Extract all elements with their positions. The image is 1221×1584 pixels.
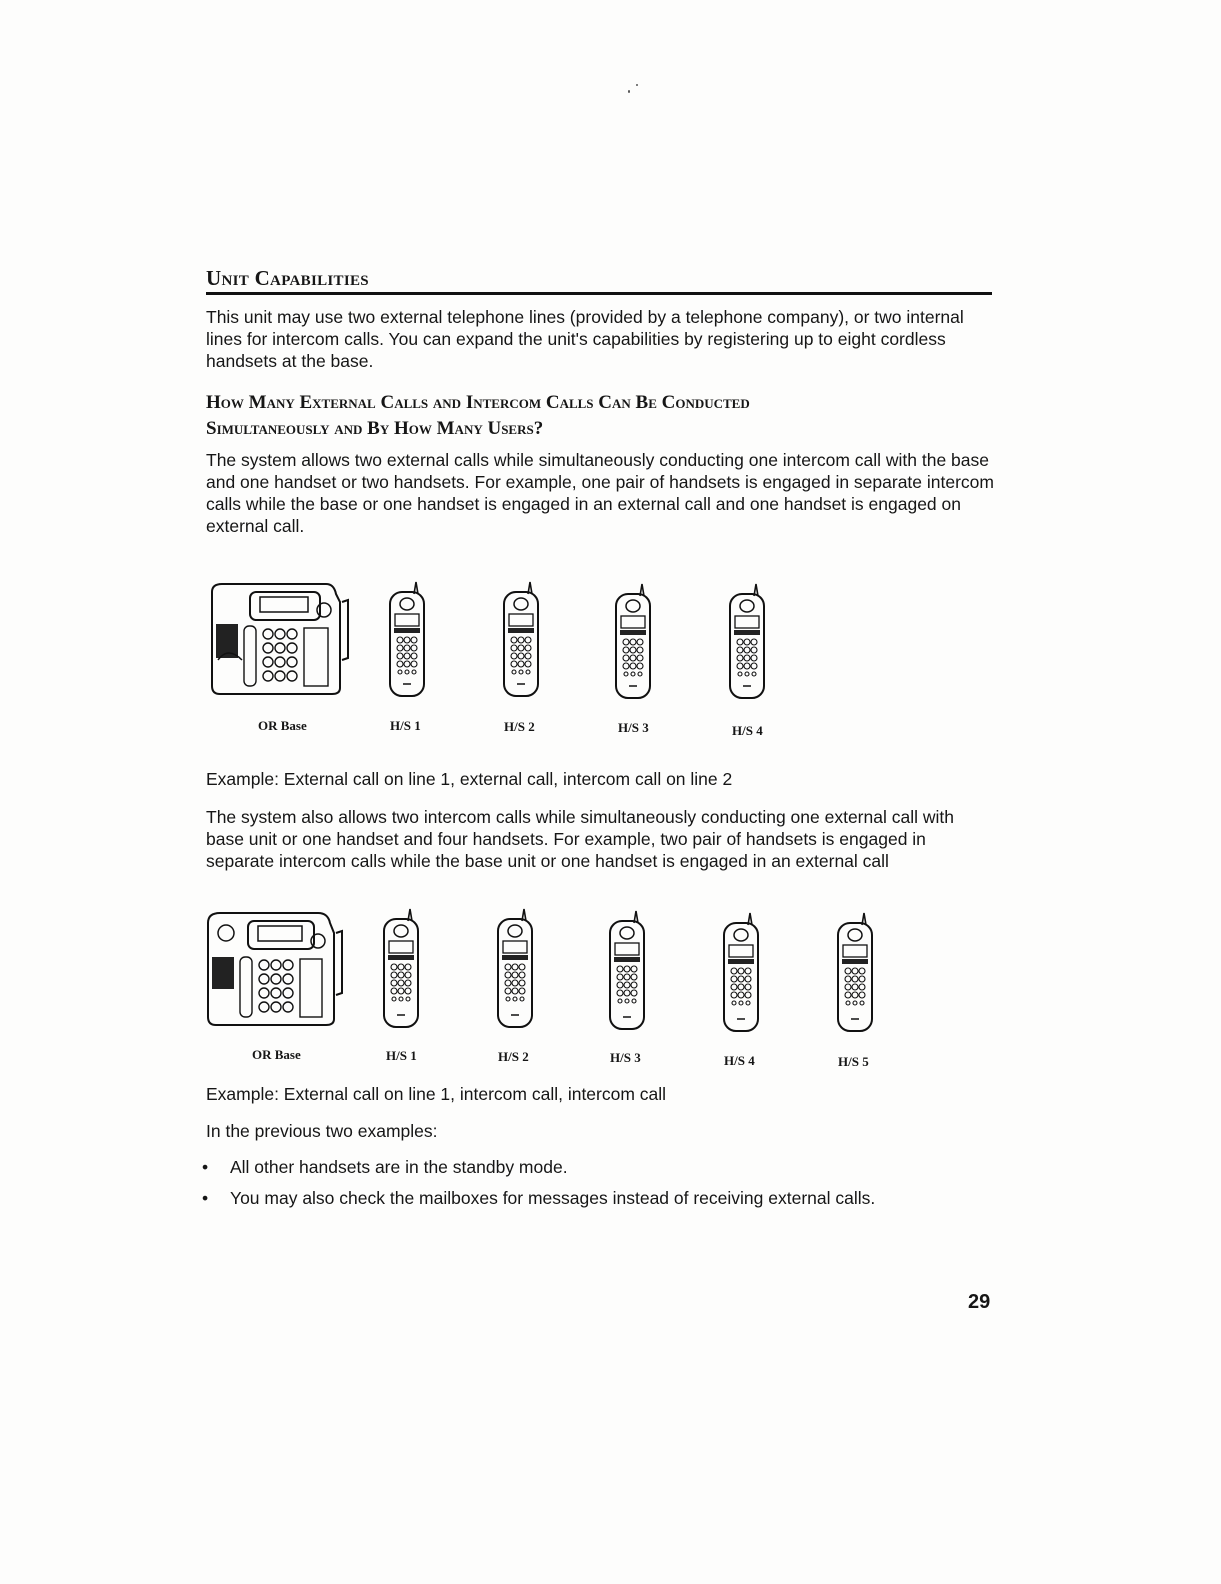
paragraph-1: The system allows two external calls while simultaneously conducting one intercom call with the base and one handset or two handsets. For example, one pair of handsets is engaged in separate intercom calls while the base or one handset is engaged in an external call and one handset is engaged on external call.: [206, 450, 994, 536]
cordless-handset-icon: [378, 907, 424, 1031]
list-item: [200, 1187, 1000, 1209]
cordless-handset-icon: [604, 909, 650, 1033]
subsection-title: [206, 390, 996, 442]
figure-2-caption-hs2: H/S 2: [498, 1049, 529, 1064]
base-phone-icon: [204, 909, 349, 1029]
base-phone-icon: [208, 580, 353, 698]
example-1: Example: External call on line 1, external call, intercom call on line 2: [206, 769, 733, 789]
subsection-title-line2: Simultaneously and By How Many Users?: [206, 418, 544, 439]
paragraph-2: The system also allows two intercom calls while simultaneously conducting one external call with base unit or one handset and four handsets. For example, two pair of handsets is engaged in separate intercom calls while the base unit or one handset is engaged in an external call: [206, 807, 954, 871]
page-number: 29: [968, 1291, 991, 1313]
cordless-handset-icon: [724, 582, 770, 702]
figure-1-caption-hs4: H/S 4: [732, 723, 763, 738]
list-item: [200, 1156, 1000, 1178]
cordless-handset-icon: [384, 580, 430, 700]
section-title: Unit Capabilities: [206, 266, 992, 295]
scan-speck: [636, 84, 638, 86]
figure-2-caption-hs4: H/S 4: [724, 1053, 755, 1068]
figure-1-caption-hs2: H/S 2: [504, 719, 535, 734]
cordless-handset-icon: [610, 582, 656, 702]
figure-1-caption-base: OR Base: [258, 718, 307, 733]
bullet-list: [200, 1156, 1000, 1218]
cordless-handset-icon: [498, 580, 544, 700]
figure-2-caption-hs5: H/S 5: [838, 1054, 869, 1069]
figure-1-caption-hs1: H/S 1: [390, 718, 421, 733]
list-item-text: All other handsets are in the standby mode.: [230, 1157, 568, 1177]
figure-2-caption-hs1: H/S 1: [386, 1048, 417, 1063]
figure-2-caption-base: OR Base: [252, 1047, 301, 1062]
intro-paragraph: This unit may use two external telephone lines (provided by a telephone company), or two internal lines for intercom calls. You can expand the unit's capabilities by registering up to eight cordless handsets at the base.: [206, 307, 964, 371]
bullets-intro: In the previous two examples:: [206, 1121, 438, 1141]
figure-1-caption-hs3: H/S 3: [618, 720, 649, 735]
subsection-title-line1: How Many External Calls and Intercom Calls Can Be Conducted: [206, 392, 750, 413]
bullet-icon: •: [202, 1188, 209, 1208]
scan-speck: [628, 90, 630, 93]
figure-2-caption-hs3: H/S 3: [610, 1050, 641, 1065]
cordless-handset-icon: [832, 911, 878, 1035]
bullet-icon: •: [202, 1157, 209, 1177]
cordless-handset-icon: [492, 907, 538, 1031]
figure-2: [200, 905, 920, 1075]
list-item-text: You may also check the mailboxes for messages instead of receiving external calls.: [230, 1188, 876, 1208]
example-2: Example: External call on line 1, intercom call, intercom call: [206, 1084, 667, 1104]
figure-1: [200, 578, 920, 748]
cordless-handset-icon: [718, 911, 764, 1035]
